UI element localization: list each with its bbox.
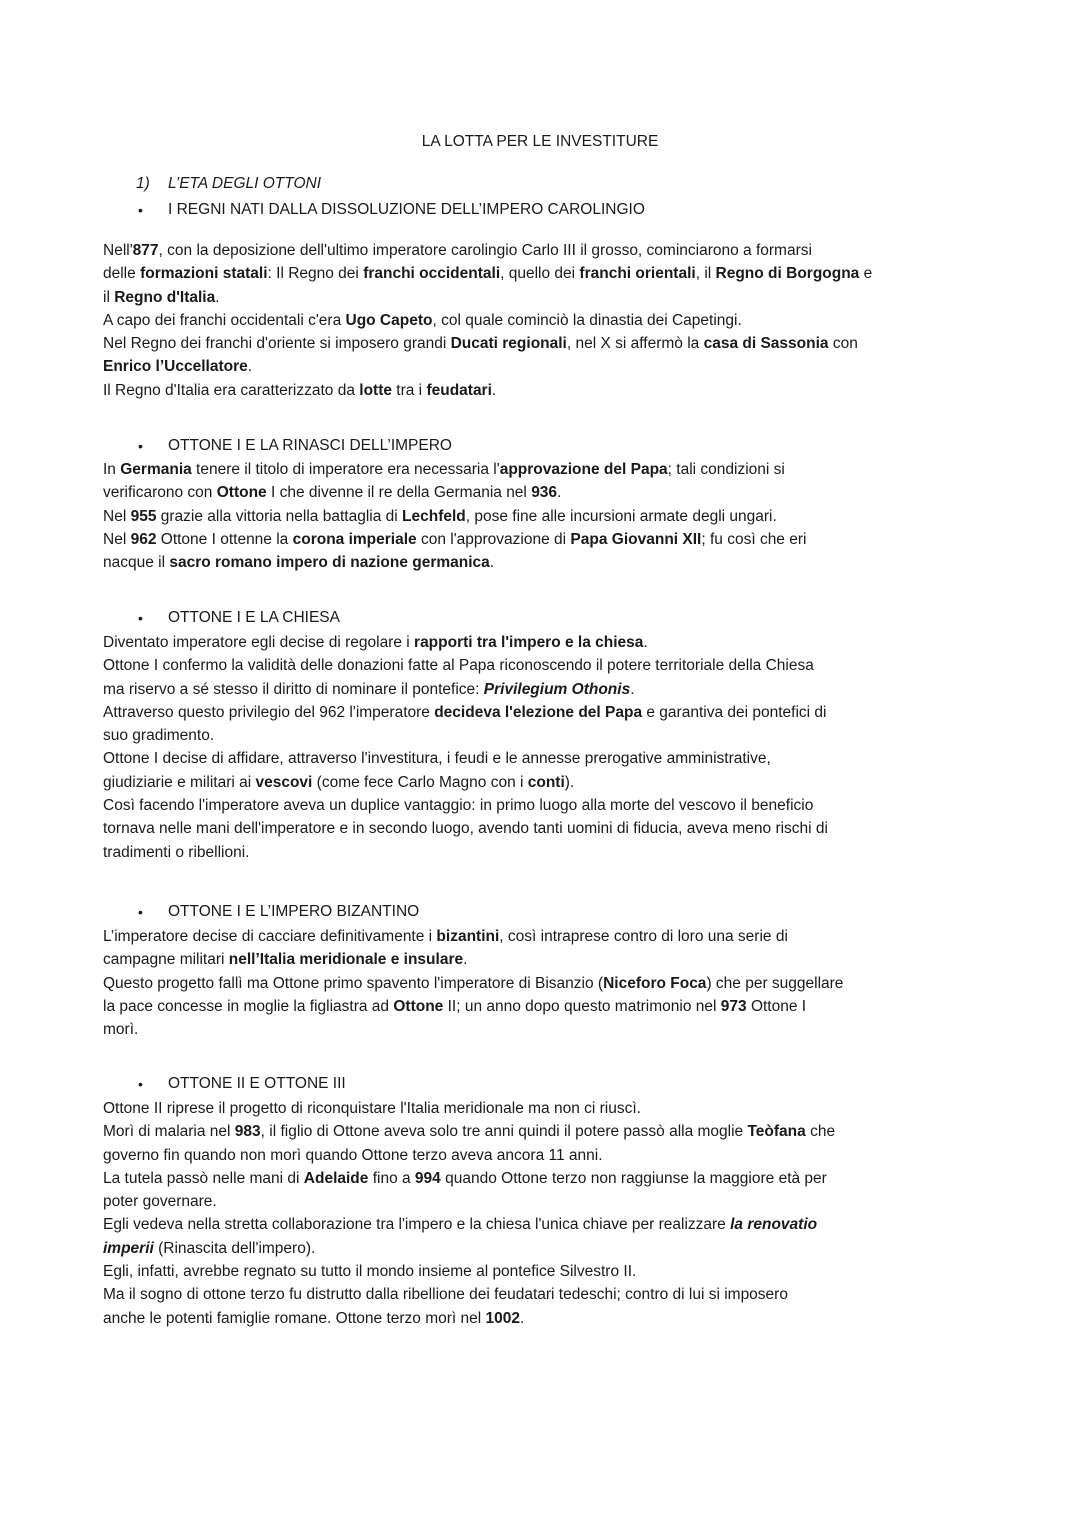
text-line [103, 1307, 983, 1330]
text-run: Enrico l’Uccellatore [103, 358, 248, 376]
text-run: approvazione del Papa [499, 461, 668, 478]
text-run: Ottone I ottenne la [156, 530, 293, 548]
text-run: e garantiva dei pontefici di [642, 703, 827, 721]
text-run [730, 1216, 817, 1233]
text-run: imperii [103, 1239, 154, 1257]
text-run: nell’Italia meridionale e insulare [228, 951, 464, 969]
text-line: suo gradimento. [103, 727, 215, 745]
text-run: 973 [720, 997, 747, 1015]
text-run: Regno di Borgogna [715, 265, 860, 283]
text-run: Ottone [393, 997, 444, 1015]
text-line [103, 262, 983, 285]
text-run: , nel X si affermò la [566, 335, 704, 353]
text-run: campagne militari [103, 951, 229, 969]
text-line [103, 332, 983, 355]
text-line: tradimenti o ribellioni. [103, 843, 250, 861]
text-run: franchi occidentali [363, 265, 501, 283]
text-run: Nell' [103, 242, 133, 259]
text-run: , pose fine alle incursioni armate degli ungari. [465, 507, 777, 525]
text-run: Papa Giovanni XII [570, 530, 702, 548]
paragraph-bizantino [103, 925, 983, 1041]
text-run: rapporti tra l'impero e la chiesa [414, 634, 644, 651]
text-run: vescovi [255, 773, 313, 791]
text-run: e [859, 265, 873, 283]
text-run: , il [695, 265, 716, 283]
text-run: corona imperiale [292, 530, 417, 548]
text-run [484, 681, 630, 698]
text-run: con [828, 335, 858, 353]
text-line [103, 925, 983, 948]
text-run: (Rinascita dell'impero). [153, 1239, 316, 1257]
text-run: casa di Sassonia [703, 335, 829, 353]
text-run: Nel Regno dei franchi d'oriente si imposero grandi [103, 335, 451, 353]
text-line [103, 551, 983, 574]
text-run: fino a [368, 1169, 415, 1187]
text-run: formazioni statali [140, 265, 268, 283]
text-run: Regno d'Italia [114, 288, 216, 306]
text-run: Questo progetto fallì ma Ottone primo spavento l'imperatore di Bisanzio ( [103, 974, 604, 992]
bullet-icon: • [138, 904, 143, 920]
text-run: Ottone [216, 484, 267, 502]
text-run: Nel [103, 530, 131, 548]
text-run: con l'approvazione di [416, 530, 571, 548]
text-line: Così facendo l'imperatore aveva un duplice vantaggio: in primo luogo alla morte del vescovo il beneficio [103, 797, 814, 815]
text-line [103, 505, 983, 528]
bullet-icon: • [138, 1076, 143, 1092]
text-line [103, 1237, 983, 1260]
text-line [103, 355, 983, 378]
text-run: ). [564, 773, 575, 791]
section-number: 1) [136, 175, 150, 192]
bullet-icon: • [138, 610, 143, 626]
text-run: Morì di malaria nel [103, 1123, 235, 1141]
text-run: Ugo Capeto [345, 311, 433, 329]
text-run: L’imperatore decise di cacciare definitivamente i [103, 928, 437, 945]
text-run: 994 [414, 1169, 441, 1187]
text-run: ; tali condizioni si [667, 461, 785, 478]
text-run: conti [527, 773, 565, 791]
bullet-heading-text: OTTONE I E LA CHIESA [168, 609, 340, 626]
text-line: Ottone I decise di affidare, attraverso l'investitura, i feudi e le annesse prerogative amministrative, [103, 750, 771, 768]
text-line: Egli, infatti, avrebbe regnato su tutto il mondo insieme al pontefice Silvestro II. [103, 1263, 637, 1281]
text-run: La tutela passò nelle mani di [103, 1169, 304, 1187]
text-run: Niceforo Foca [603, 974, 707, 992]
bullet-icon: • [138, 202, 143, 218]
text-line: Ottone II riprese il progetto di riconquistare l'Italia meridionale ma non ci riuscì. [103, 1100, 641, 1117]
text-run: . [557, 484, 562, 502]
text-run: grazie alla vittoria nella battaglia di [156, 507, 403, 525]
text-line [103, 481, 983, 504]
text-run: che [805, 1123, 836, 1141]
text-run: tenere il titolo di imperatore era necessaria l' [191, 461, 500, 478]
text-run: Diventato imperatore egli decise di regolare i [103, 634, 415, 651]
bullet-heading-text: OTTONE II E OTTONE III [168, 1075, 346, 1092]
paragraph-ottone-ii-iii [103, 1097, 983, 1330]
text-run: Attraverso questo privilegio del 962 l'imperatore [103, 703, 435, 721]
text-run: franchi orientali [579, 265, 696, 283]
text-run: . [643, 634, 648, 651]
text-run: sacro romano impero di nazione germanica [169, 554, 490, 572]
text-run: 962 [130, 530, 157, 548]
text-line [103, 995, 983, 1018]
text-run: , il figlio di Ottone aveva solo tre anni quindi il potere passò alla moglie [260, 1123, 748, 1141]
text-run: delle [103, 265, 141, 283]
paragraph-regni [103, 239, 983, 402]
text-line: Ottone I confermo la validità delle donazioni fatte al Papa riconoscendo il potere territoriale della Chiesa [103, 657, 814, 675]
text-run: tra i [391, 381, 427, 399]
text-run: bizantini [436, 928, 500, 945]
text-run: . [215, 288, 220, 306]
text-run: 936 [531, 484, 558, 502]
text-line [103, 309, 983, 332]
text-run: feudatari [426, 381, 492, 399]
text-run: la renovatio [730, 1216, 818, 1234]
text-run: Nel [103, 507, 131, 525]
text-run: , così intraprese contro di loro una serie di [499, 928, 788, 945]
text-run: il [103, 288, 115, 306]
text-run: Germania [120, 461, 192, 478]
text-line [103, 631, 983, 654]
text-run: la pace concesse in moglie la figliastra ad [103, 997, 394, 1015]
text-run: . [520, 1309, 525, 1327]
text-run: Privilegium Othonis [483, 680, 631, 698]
text-run: In [103, 461, 121, 478]
text-line [103, 239, 983, 262]
text-run: Egli vedeva nella stretta collaborazione tra l'impero e la chiesa l'unica chiave per realizzare [103, 1216, 731, 1234]
text-run: Il Regno d'Italia era caratterizzato da [103, 381, 360, 399]
text-run: . [489, 554, 495, 572]
bullet-heading-text: OTTONE I E LA RINASCI DELL’IMPERO [168, 437, 452, 454]
text-run: lotte [359, 381, 392, 399]
text-run: , con la deposizione dell'ultimo imperatore carolingio Carlo III il grosso, cominciarono a formarsi [158, 242, 812, 259]
text-run: Teòfana [747, 1123, 806, 1141]
bullet-heading-text: I REGNI NATI DALLA DISSOLUZIONE DELL’IMPERO CAROLINGIO [168, 201, 645, 218]
text-line [103, 701, 983, 724]
text-line [103, 972, 983, 995]
text-run: Lechfeld [402, 507, 466, 525]
text-line [103, 678, 983, 701]
text-run: I che divenne il re della Germania nel [266, 484, 532, 502]
text-run: 1002 [485, 1309, 521, 1327]
text-line: morì. [103, 1021, 139, 1039]
text-run: decideva l'elezione del Papa [434, 703, 643, 721]
text-run: Adelaide [303, 1169, 369, 1187]
text-run: 877 [132, 242, 159, 259]
text-run: 983 [234, 1123, 261, 1141]
text-line [103, 286, 983, 309]
text-line [103, 1120, 983, 1143]
bullet-icon: • [138, 438, 143, 454]
text-line [103, 1213, 983, 1236]
text-run: : Il Regno dei [267, 265, 364, 283]
text-run: . [463, 951, 468, 969]
text-run: , col quale cominciò la dinastia dei Capetingi. [432, 311, 742, 329]
text-line: Ma il sogno di ottone terzo fu distrutto dalla ribellione dei feudatari tedeschi; contro di lui si imposero [103, 1286, 788, 1304]
text-run: anche le potenti famiglie romane. Ottone terzo morì nel [103, 1309, 486, 1327]
text-line [103, 379, 983, 402]
text-line: governo fin quando non morì quando Ottone terzo aveva ancora 11 anni. [103, 1146, 603, 1164]
text-run: 955 [130, 507, 157, 525]
text-run: (come fece Carlo Magno con i [312, 773, 528, 791]
text-run: II; un anno dopo questo matrimonio nel [443, 997, 721, 1015]
text-run: . [491, 381, 497, 399]
text-line: tornava nelle mani dell'imperatore e in secondo luogo, avendo tanti uomini di fiducia, aveva meno rischi di [103, 820, 828, 838]
bullet-heading-text: OTTONE I E L’IMPERO BIZANTINO [168, 903, 420, 920]
text-line [103, 948, 983, 971]
text-run: A capo dei franchi occidentali c'era [103, 311, 346, 329]
text-run: quando Ottone terzo non raggiunse la maggiore età per [440, 1169, 827, 1187]
text-run: Ottone I [746, 997, 807, 1015]
text-run: giudiziarie e militari ai [103, 773, 256, 791]
text-run: nacque il [103, 554, 170, 572]
section-label: L’ETA DEGLI OTTONI [168, 175, 322, 192]
text-line [103, 771, 983, 794]
text-run: Ducati regionali [450, 335, 567, 353]
text-line: poter governare. [103, 1193, 217, 1211]
text-run: , quello dei [500, 265, 580, 283]
text-line [103, 1167, 983, 1190]
text-line [103, 528, 983, 551]
text-run: ; fu così che eri [701, 530, 807, 548]
paragraph-chiesa [103, 631, 983, 864]
paragraph-rinascita [103, 458, 983, 574]
text-line [103, 458, 983, 481]
text-run: verificarono con [103, 484, 217, 502]
document-title: LA LOTTA PER LE INVESTITURE [421, 133, 659, 150]
text-run: ma riservo a sé stesso il diritto di nominare il pontefice: [103, 680, 484, 698]
text-run: ) che per suggellare [706, 974, 844, 992]
text-run: . [630, 680, 635, 698]
text-run [103, 1240, 154, 1257]
text-run: . [247, 358, 253, 376]
